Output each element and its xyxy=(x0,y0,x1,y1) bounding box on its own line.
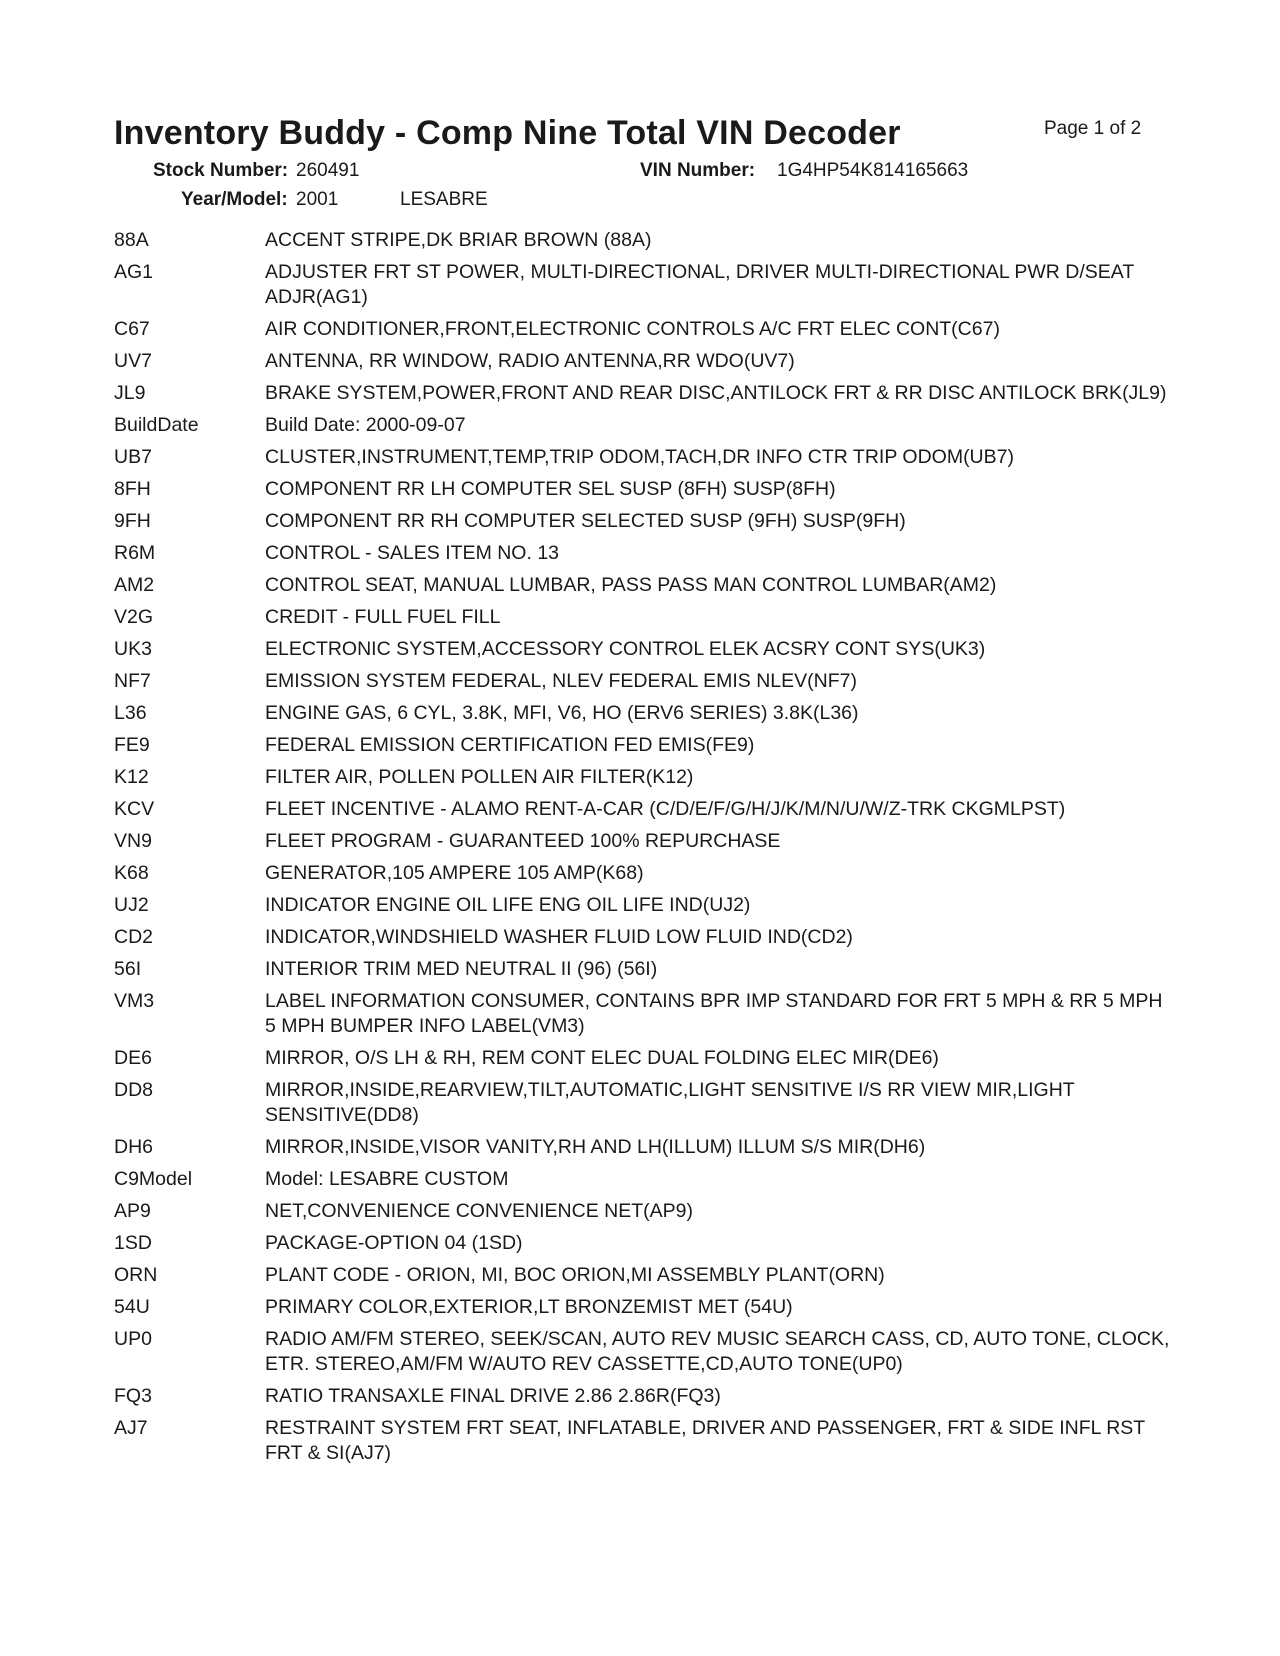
year-value: 2001 xyxy=(296,189,339,210)
option-code: C67 xyxy=(114,318,150,340)
option-entry xyxy=(0,925,1280,950)
option-description: COMPONENT RR RH COMPUTER SELECTED SUSP (9FH) SUSP(9FH) xyxy=(265,510,906,532)
option-description: GENERATOR,105 AMPERE 105 AMP(K68) xyxy=(265,862,644,884)
option-description: MIRROR, O/S LH & RH, REM CONT ELEC DUAL FOLDING ELEC MIR(DE6) xyxy=(265,1047,939,1069)
option-code: JL9 xyxy=(114,382,146,404)
year-model-row xyxy=(181,189,488,211)
option-entry xyxy=(0,1295,1280,1320)
option-entry xyxy=(0,1135,1280,1160)
option-code: AJ7 xyxy=(114,1417,148,1439)
option-code: FQ3 xyxy=(114,1385,152,1407)
model-value: LESABRE xyxy=(400,189,488,210)
option-code: 56I xyxy=(114,958,142,980)
option-code: BuildDate xyxy=(114,414,199,436)
option-entry xyxy=(0,1078,1280,1128)
option-entry xyxy=(0,228,1280,253)
option-code: UP0 xyxy=(114,1328,152,1350)
option-entry xyxy=(0,349,1280,374)
option-entry xyxy=(0,1231,1280,1256)
option-code: CD2 xyxy=(114,926,154,948)
stock-number-value: 260491 xyxy=(296,160,360,181)
option-code: VN9 xyxy=(114,830,152,852)
option-description: FEDERAL EMISSION CERTIFICATION FED EMIS(FE9) xyxy=(265,734,755,756)
option-description: NET,CONVENIENCE CONVENIENCE NET(AP9) xyxy=(265,1200,693,1222)
option-description: ADJUSTER FRT ST POWER, MULTI-DIRECTIONAL, DRIVER MULTI-DIRECTIONAL PWR D/SEAT ADJR(AG1) xyxy=(265,261,1134,308)
option-code: UK3 xyxy=(114,638,152,660)
option-code: UV7 xyxy=(114,350,152,372)
option-code: 1SD xyxy=(114,1232,152,1254)
option-description: RADIO AM/FM STEREO, SEEK/SCAN, AUTO REV MUSIC SEARCH CASS, CD, AUTO TONE, CLOCK, ETR. STEREO,AM/FM W/AUTO REV CASSETTE,CD,AUTO TONE(UP0) xyxy=(265,1328,1170,1375)
option-entry xyxy=(0,829,1280,854)
option-entry xyxy=(0,861,1280,886)
option-description: ELECTRONIC SYSTEM,ACCESSORY CONTROL ELEK ACSRY CONT SYS(UK3) xyxy=(265,638,986,660)
option-entry xyxy=(0,957,1280,982)
option-description: INDICATOR ENGINE OIL LIFE ENG OIL LIFE IND(UJ2) xyxy=(265,894,751,916)
option-code: NF7 xyxy=(114,670,151,692)
option-description: CONTROL SEAT, MANUAL LUMBAR, PASS PASS MAN CONTROL LUMBAR(AM2) xyxy=(265,574,997,596)
option-entry xyxy=(0,573,1280,598)
option-code: 54U xyxy=(114,1296,150,1318)
option-description: RESTRAINT SYSTEM FRT SEAT, INFLATABLE, DRIVER AND PASSENGER, FRT & SIDE INFL RST FRT & SI(AJ7) xyxy=(265,1417,1145,1464)
option-entry xyxy=(0,413,1280,438)
option-code: AM2 xyxy=(114,574,155,596)
option-description: PACKAGE-OPTION 04 (1SD) xyxy=(265,1232,523,1254)
option-entry xyxy=(0,445,1280,470)
option-code: L36 xyxy=(114,702,147,724)
option-entry xyxy=(0,797,1280,822)
option-code: AP9 xyxy=(114,1200,151,1222)
option-description: PLANT CODE - ORION, MI, BOC ORION,MI ASSEMBLY PLANT(ORN) xyxy=(265,1264,885,1286)
option-code: K68 xyxy=(114,862,149,884)
option-entry xyxy=(0,317,1280,342)
option-description: ACCENT STRIPE,DK BRIAR BROWN (88A) xyxy=(265,229,652,251)
option-description: AIR CONDITIONER,FRONT,ELECTRONIC CONTROLS A/C FRT ELEC CONT(C67) xyxy=(265,318,1000,340)
option-entry xyxy=(0,733,1280,758)
option-entry xyxy=(0,701,1280,726)
option-entry xyxy=(0,637,1280,662)
option-description: CREDIT - FULL FUEL FILL xyxy=(265,606,501,628)
stock-number-row xyxy=(153,160,360,182)
option-code: VM3 xyxy=(114,990,155,1012)
option-entry xyxy=(0,260,1280,310)
option-description: FILTER AIR, POLLEN POLLEN AIR FILTER(K12) xyxy=(265,766,694,788)
option-code: 9FH xyxy=(114,510,151,532)
option-description: EMISSION SYSTEM FEDERAL, NLEV FEDERAL EMIS NLEV(NF7) xyxy=(265,670,857,692)
option-code: UJ2 xyxy=(114,894,149,916)
option-entry xyxy=(0,477,1280,502)
option-code: V2G xyxy=(114,606,154,628)
vin-number-row xyxy=(640,160,969,182)
option-entry xyxy=(0,1416,1280,1466)
option-code-list xyxy=(0,228,1280,1473)
option-description: PRIMARY COLOR,EXTERIOR,LT BRONZEMIST MET (54U) xyxy=(265,1296,793,1318)
option-entry xyxy=(0,1384,1280,1409)
option-entry xyxy=(0,541,1280,566)
option-entry xyxy=(0,1046,1280,1071)
option-code: ORN xyxy=(114,1264,158,1286)
option-description: INTERIOR TRIM MED NEUTRAL II (96) (56I) xyxy=(265,958,658,980)
option-description: MIRROR,INSIDE,VISOR VANITY,RH AND LH(ILLUM) ILLUM S/S MIR(DH6) xyxy=(265,1136,926,1158)
option-entry xyxy=(0,765,1280,790)
option-code: 88A xyxy=(114,229,149,251)
option-code: FE9 xyxy=(114,734,150,756)
option-description: CLUSTER,INSTRUMENT,TEMP,TRIP ODOM,TACH,DR INFO CTR TRIP ODOM(UB7) xyxy=(265,446,1014,468)
option-code: UB7 xyxy=(114,446,152,468)
year-model-label: Year/Model: xyxy=(181,189,288,210)
option-description: RATIO TRANSAXLE FINAL DRIVE 2.86 2.86R(FQ3) xyxy=(265,1385,721,1407)
option-description: ANTENNA, RR WINDOW, RADIO ANTENNA,RR WDO(UV7) xyxy=(265,350,795,372)
option-entry xyxy=(0,1167,1280,1192)
vin-number-label: VIN Number: xyxy=(640,160,756,181)
option-description: COMPONENT RR LH COMPUTER SEL SUSP (8FH) SUSP(8FH) xyxy=(265,478,836,500)
option-description: BRAKE SYSTEM,POWER,FRONT AND REAR DISC,ANTILOCK FRT & RR DISC ANTILOCK BRK(JL9) xyxy=(265,382,1167,404)
option-code: K12 xyxy=(114,766,149,788)
option-description: ENGINE GAS, 6 CYL, 3.8K, MFI, V6, HO (ERV6 SERIES) 3.8K(L36) xyxy=(265,702,859,724)
option-description: FLEET PROGRAM - GUARANTEED 100% REPURCHASE xyxy=(265,830,781,852)
option-entry xyxy=(0,1199,1280,1224)
page-number: Page 1 of 2 xyxy=(1044,118,1142,139)
option-code: DE6 xyxy=(114,1047,152,1069)
option-code: DD8 xyxy=(114,1079,154,1101)
option-description: Build Date: 2000-09-07 xyxy=(265,414,466,436)
option-entry xyxy=(0,893,1280,918)
option-code: AG1 xyxy=(114,261,154,283)
option-entry xyxy=(0,669,1280,694)
option-entry xyxy=(0,1327,1280,1377)
option-description: Model: LESABRE CUSTOM xyxy=(265,1168,509,1190)
option-entry xyxy=(0,989,1280,1039)
option-code: R6M xyxy=(114,542,156,564)
option-description: MIRROR,INSIDE,REARVIEW,TILT,AUTOMATIC,LIGHT SENSITIVE I/S RR VIEW MIR,LIGHT SENSITIVE(DD8) xyxy=(265,1079,1075,1126)
stock-number-label: Stock Number: xyxy=(153,160,289,181)
option-description: FLEET INCENTIVE - ALAMO RENT-A-CAR (C/D/E/F/G/H/J/K/M/N/U/W/Z-TRK CKGMLPST) xyxy=(265,798,1066,820)
option-code: C9Model xyxy=(114,1168,193,1190)
option-description: INDICATOR,WINDSHIELD WASHER FLUID LOW FLUID IND(CD2) xyxy=(265,926,853,948)
option-description: CONTROL - SALES ITEM NO. 13 xyxy=(265,542,560,564)
option-code: DH6 xyxy=(114,1136,154,1158)
option-entry xyxy=(0,381,1280,406)
option-code: 8FH xyxy=(114,478,151,500)
page-title: Inventory Buddy - Comp Nine Total VIN Decoder xyxy=(114,114,901,152)
option-entry xyxy=(0,605,1280,630)
option-description: LABEL INFORMATION CONSUMER, CONTAINS BPR IMP STANDARD FOR FRT 5 MPH & RR 5 MPH 5 MPH BUMPER INFO LABEL(VM3) xyxy=(265,990,1163,1037)
option-entry xyxy=(0,509,1280,534)
option-code: KCV xyxy=(114,798,155,820)
option-entry xyxy=(0,1263,1280,1288)
vin-number-value: 1G4HP54K814165663 xyxy=(777,160,969,181)
